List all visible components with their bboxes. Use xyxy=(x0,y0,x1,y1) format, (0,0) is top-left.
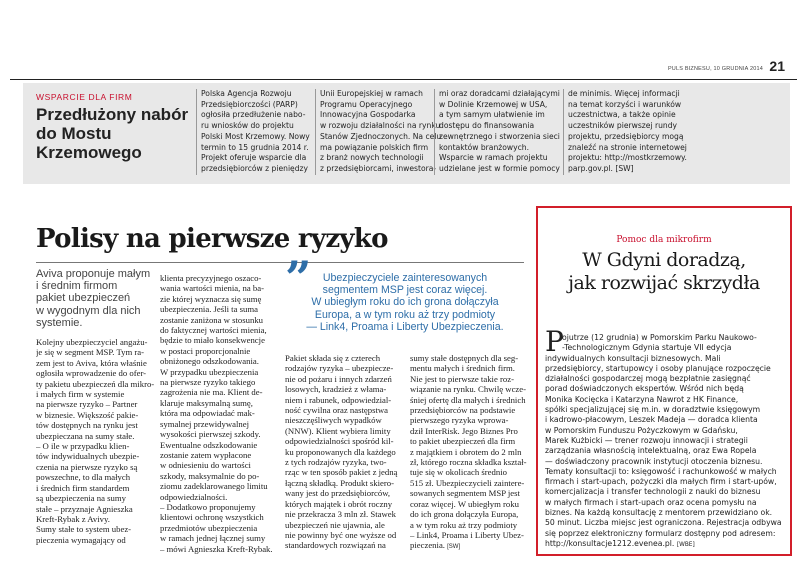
text-line: Kreft-Rybak z Avivy. xyxy=(36,513,110,524)
text-line: i średnich firm standardem xyxy=(36,482,130,493)
text-fragment: pieczenia. xyxy=(410,540,445,551)
article-headline: Polisy na pierwsze ryzyko xyxy=(36,224,388,254)
text-line: działalności gospodarczej mogą bezpłatnie zasięgnąć xyxy=(545,374,751,384)
text-line: z branż nowych technologii xyxy=(320,153,424,163)
pull-quote xyxy=(285,272,525,333)
text-line: obniżonego odszkodowania. xyxy=(160,356,259,367)
text-line xyxy=(545,539,785,550)
text-line: w rozwoju działalności na rynku xyxy=(320,121,441,131)
text-line: do ich grona dołączyła Europa, xyxy=(410,509,519,520)
banner-title: Przedłużony nabór do Mostu Krzemowego xyxy=(36,105,189,162)
text-line: do faktycznej wartości mienia, xyxy=(160,325,267,336)
sidebar-title-line: jak rozwijać skrzydła xyxy=(568,272,760,294)
text-line: termin to 15 grudnia 2014 r. xyxy=(201,142,309,152)
text-line: stałe – przyznaje Agnieszka xyxy=(36,503,133,514)
text-line: i małych firm w systemie xyxy=(36,389,125,400)
sidebar-kicker: Pomoc dla mikrofirm xyxy=(616,235,712,245)
text-line: ru wniosków do projektu xyxy=(201,121,294,131)
text-line: na pierwsze ryzyko – Partner xyxy=(36,399,138,410)
text-line: rząc w ten sposób pakiet z jedną xyxy=(285,467,398,478)
article-column-2 xyxy=(160,273,280,554)
text-line: zarządzania własnością intelektualną, oraz Ewa Ropela xyxy=(545,446,757,456)
text-line: – Dodatkowo proponujemy xyxy=(160,501,256,512)
text-line: – mówi Agnieszka Kreft-Rybak. xyxy=(160,543,273,554)
text-line: łączną składką. Produkt skiero- xyxy=(285,477,395,488)
article-column-3 xyxy=(285,353,405,551)
text-line: indywidualnych konsultacji biznesowych. Mali xyxy=(545,353,721,363)
text-line: wania wartości mienia, na ba- xyxy=(160,283,264,294)
text-line xyxy=(410,540,530,552)
text-line: coraz więcej. W ubiegłym roku xyxy=(410,498,519,509)
text-line: niem i rabunek, odpowiedzial- xyxy=(285,394,392,405)
text-line: ma powiązanie polskich firm xyxy=(320,142,429,152)
text-line: wany jest do przedsiębiorców, xyxy=(285,488,391,499)
banner-box xyxy=(23,83,790,184)
text-line: i kadrowo-płacowym, Leszek Madeja — doradca klienta xyxy=(545,415,758,425)
headline-rule xyxy=(36,262,524,263)
text-line: je się w segment MSP. Tym ra- xyxy=(36,347,145,358)
pull-quote-line: segmentem MSP jest coraz więcej. xyxy=(322,284,488,297)
text-line: Unii Europejskiej w ramach xyxy=(320,89,423,98)
text-line: z majątkiem i obrotem do 2 mln xyxy=(410,446,522,457)
text-line: Wsparcie w ramach projektu xyxy=(439,153,548,163)
text-line: 515 zł. Ubezpieczycieli zaintere- xyxy=(410,477,525,488)
text-line: będzie to miało konsekwencje xyxy=(160,335,265,346)
text-line: nieszczęśliwych wypadków xyxy=(285,415,382,426)
text-line: znaleźć na stronie internetowej xyxy=(568,142,687,152)
lead-line: systemie. xyxy=(36,316,83,329)
text-line: w Dolinie Krzemowej w USA, xyxy=(439,99,548,109)
text-line: sumy stałe dostępnych dla seg- xyxy=(410,353,519,363)
text-line: nie powinny być one wyższe od xyxy=(285,529,397,540)
text-line: nie przekracza 3 mln zł. Stawek xyxy=(285,509,396,520)
text-line: sowanych segmentem MSP jest xyxy=(410,488,520,499)
text-line: w odniesieniu do wartości xyxy=(160,460,251,471)
text-line: ogłosiła wprowadzenie do ofer- xyxy=(36,368,147,379)
text-line: przedsiębiorcy, startupowcy i osoby planujące rozpoczęcie xyxy=(545,363,771,373)
text-line: pieczenia wymagający od xyxy=(36,534,126,545)
text-line: w biznesie. Większość pakie- xyxy=(36,409,139,420)
text-line: których majątek i obrót roczny xyxy=(285,498,393,509)
text-line: Ewentualne odszkodowanie xyxy=(160,439,258,450)
folio-source: PULS BIZNESU, 10 GRUDNIA 2014 xyxy=(667,66,763,72)
text-line: projektu, przedsiębiorcy mogą xyxy=(568,131,684,141)
text-line: kontaktów branżowych. xyxy=(439,142,530,152)
text-line: śniej ofertę dla małych i średnich xyxy=(410,394,526,405)
text-line: ku proponowanych dla każdego xyxy=(285,446,396,457)
text-line: nie od pożaru i innych zdarzeń xyxy=(285,373,392,384)
text-line: 50 minut. Liczba miejsc jest ograniczona. Rejestracja odbywa xyxy=(545,518,782,528)
text-line: zie której wyznacza się sumę xyxy=(160,293,262,304)
text-line: Polski Most Krzemowy. Nowy xyxy=(201,131,310,141)
text-line: to pakiet ubezpieczeń dla firm xyxy=(410,436,516,447)
text-line: porad doświadczonych ekspertów. Wśród nich będą xyxy=(545,384,744,394)
text-line: dostępu do finansowania xyxy=(439,121,535,131)
text-line: odpowiedzialności spośród kil- xyxy=(285,436,394,447)
text-line: która ma odpowiadać mak- xyxy=(160,408,255,419)
page-number: 21 xyxy=(769,58,785,74)
text-line: Tematy konsultacji to: księgowość i rachunkowość w małych xyxy=(545,466,777,476)
text-line: Marek Kużbicki — trener rozwoju innowacji i strategii xyxy=(545,435,748,445)
text-line: Stanów Zjednoczonych. Na celu xyxy=(320,131,442,141)
text-line: ubezpieczenia. Jeśli ta suma xyxy=(160,304,258,315)
author-tag: [WBE] xyxy=(676,541,695,548)
text-line: losowych, kradzież z włama- xyxy=(285,384,387,395)
banner-kicker: WSPARCIE DLA FIRM xyxy=(36,92,133,102)
text-line: (NNW). Klient wybiera limity xyxy=(285,425,391,436)
text-line: w Pomorskim Funduszu Pożyczkowym w Gdańsku, xyxy=(545,425,738,435)
text-line: W przypadku ubezpieczenia xyxy=(160,366,259,377)
text-line: uczestnictwa, a także opinie xyxy=(568,110,676,120)
text-line: odpowiedzialności. xyxy=(160,491,228,502)
text-line: zewnętrznego i stworzenia sieci xyxy=(439,131,560,141)
quote-mark-icon: ” xyxy=(285,251,312,305)
text-line: de minimis. Więcej informacji xyxy=(568,89,680,98)
text-line: mi oraz doradcami działającymi xyxy=(439,89,560,98)
banner-column-4 xyxy=(563,89,708,175)
lead-line: w wygodnym dla nich xyxy=(36,304,141,317)
text-line: firmach i start-upach, pożyczki dla małych firm i start-upów, xyxy=(545,477,777,487)
text-line: klientowi ochronę wszystkich xyxy=(160,512,264,523)
text-line: Kolejny ubezpieczyciel angażu- xyxy=(36,337,148,347)
text-line: biznes. Na każdą konsultację z mentorem przewidziano ok. xyxy=(545,508,773,518)
sidebar-body xyxy=(545,333,785,550)
text-line: komercjalizacja i transfer technologii z nauki do biznesu xyxy=(545,487,761,497)
text-line: ogłosiła przedłużenie nabo- xyxy=(201,110,306,120)
text-line: uczestników pierwszej rundy xyxy=(568,121,678,131)
text-line: przedsiębiorców na podstawie xyxy=(410,405,516,416)
text-line: na pierwsze ryzyko takiego xyxy=(160,377,256,388)
text-line: tów dostępnych na rynku jest xyxy=(36,420,138,431)
text-line: wysokości pierwszej szkody. xyxy=(160,429,261,440)
text-line: ubezpieczeń nie ujawnia, ale xyxy=(285,519,385,530)
text-line: w postaci proporcjonalnie xyxy=(160,345,251,356)
text-line: zostanie zatem wypłacone xyxy=(160,449,252,460)
text-line: Monika Kocięcka i Katarzyna Nawrot z HK Finance, xyxy=(545,394,739,404)
text-line: w ramach jednej łącznej sumy xyxy=(160,533,266,544)
text-line: czenia na pierwsze ryzyko są xyxy=(36,461,138,472)
pull-quote-line: Europa, a w tym roku aż trzy podmioty xyxy=(314,308,496,321)
author-tag: [SW] xyxy=(447,544,461,551)
text-line: ty pakietu ubezpieczeń dla mikro- xyxy=(36,378,154,389)
lead-line: i średnim firmom xyxy=(36,280,118,293)
text-line: Programu Operacyjnego xyxy=(320,99,413,109)
sidebar-content xyxy=(536,206,792,556)
text-line: rodzajów ryzyka – ubezpiecze- xyxy=(285,363,394,374)
text-line: standardowych rozwiązań na xyxy=(285,540,386,551)
text-line: a tym samym ułatwienie im xyxy=(439,110,545,120)
text-line: projektu: http://mostkrzemowy. xyxy=(568,153,687,163)
text-line: ność cywilna oraz następstwa xyxy=(285,405,389,416)
text-line: – Link4, Proama i Liberty Ubez- xyxy=(410,529,524,540)
text-line: klienta precyzyjnego oszaco- xyxy=(160,273,262,283)
article-lead xyxy=(36,268,166,329)
text-line: z przedsiębiorcami, inwestora- xyxy=(320,163,437,173)
text-line: Polska Agencja Rozwoju xyxy=(201,89,292,98)
text-line: — doświadczony pracownik instytucji otoczenia biznesu. xyxy=(545,456,763,466)
text-line: dził InterRisk. Jego Biznes Pro xyxy=(410,425,518,436)
text-line: w małych firmach i start-upach oraz ocena pomysłu na xyxy=(545,497,757,507)
text-line: Projekt oferuje wsparcie dla xyxy=(201,153,307,163)
sidebar-dropcap: P xyxy=(545,325,564,358)
text-line: wiązanie na rynku. Chwilę wcze- xyxy=(410,384,527,395)
text-line: Innowacyjna Gospodarka xyxy=(320,110,416,120)
text-line: zem jest to Aviva, która właśnie xyxy=(36,357,147,368)
sidebar-title-line: W Gdyni doradzą, xyxy=(582,249,746,271)
pull-quote-line: — Link4, Proama i Liberty Ubezpieczenia. xyxy=(306,320,504,333)
text-line: ubezpieczana na sumy stałe. xyxy=(36,430,135,441)
text-line: zł, którego roczna składka kształ- xyxy=(410,457,527,468)
text-line: się poprzez elektroniczny formularz dostępny pod adresem: xyxy=(545,528,776,538)
text-line: klaruje maksymalną sumę, xyxy=(160,397,253,408)
text-line: symalnej przewidywalnej xyxy=(160,418,250,429)
text-line: zostanie zaniżona w stosunku xyxy=(160,314,264,325)
text-line: tów indywidualnych ubezpie- xyxy=(36,451,140,462)
text-line: tuje się w okolicach średnio xyxy=(410,467,507,478)
pull-quote-line: W ubiegłym roku do ich grona dołączyła xyxy=(311,296,499,309)
text-line: pierwszego ryzyka wprowa- xyxy=(410,415,509,426)
text-line: ojutrze (12 grudnia) w Pomorskim Parku Naukowo- xyxy=(562,333,757,342)
text-line: parp.gov.pl. [SW] xyxy=(568,163,634,173)
text-line: są ubezpieczenia na sumy xyxy=(36,493,126,504)
text-line: spółki specjalizującej się m.in. w doradztwie księgowym xyxy=(545,405,761,415)
text-line: Przedsiębiorczości (PARP) xyxy=(201,99,298,109)
lead-line: Aviva proponuje małym xyxy=(36,268,151,280)
text-line: przedsiębiorców z pieniędzy xyxy=(201,163,309,173)
text-line: przedmiotów ubezpieczenia xyxy=(160,522,258,533)
text-fragment: http://konsultacje1212.evenea.pl. xyxy=(545,538,675,548)
text-line: na temat korzyści i warunków xyxy=(568,99,682,109)
article-column-4 xyxy=(410,353,530,553)
lead-line: pakiet ubezpieczeń xyxy=(36,292,131,305)
text-line: Pakiet składa się z czterech xyxy=(285,353,381,363)
banner-column-3 xyxy=(434,89,579,175)
text-line: a w tym roku aż trzy podmioty xyxy=(410,519,518,530)
text-line: z tych rodzajów ryzyka, two- xyxy=(285,457,387,468)
article-column-1 xyxy=(36,337,154,545)
text-line: – O ile w przypadku klien- xyxy=(36,441,130,452)
text-line: zagrożenia nie ma. Klient de- xyxy=(160,387,263,398)
text-line: Nie jest to pierwsze takie roz- xyxy=(410,373,514,384)
text-line: powszechne, to dla małych xyxy=(36,472,131,483)
text-line: udzielane jest w formie pomocy xyxy=(439,163,560,173)
text-line: Sumy stałe to system ubez- xyxy=(36,524,132,535)
text-line: ziomu zadeklarowanego limitu xyxy=(160,481,268,492)
text-line: -Technologicznym Gdynia startuje VII edycja xyxy=(562,343,732,353)
text-line: szkody, maksymalnie do po- xyxy=(160,470,260,481)
top-rule xyxy=(10,79,797,80)
pull-quote-line: Ubezpieczyciele zainteresowanych xyxy=(322,272,488,284)
text-line: mentu małych i średnich firm. xyxy=(410,363,515,374)
